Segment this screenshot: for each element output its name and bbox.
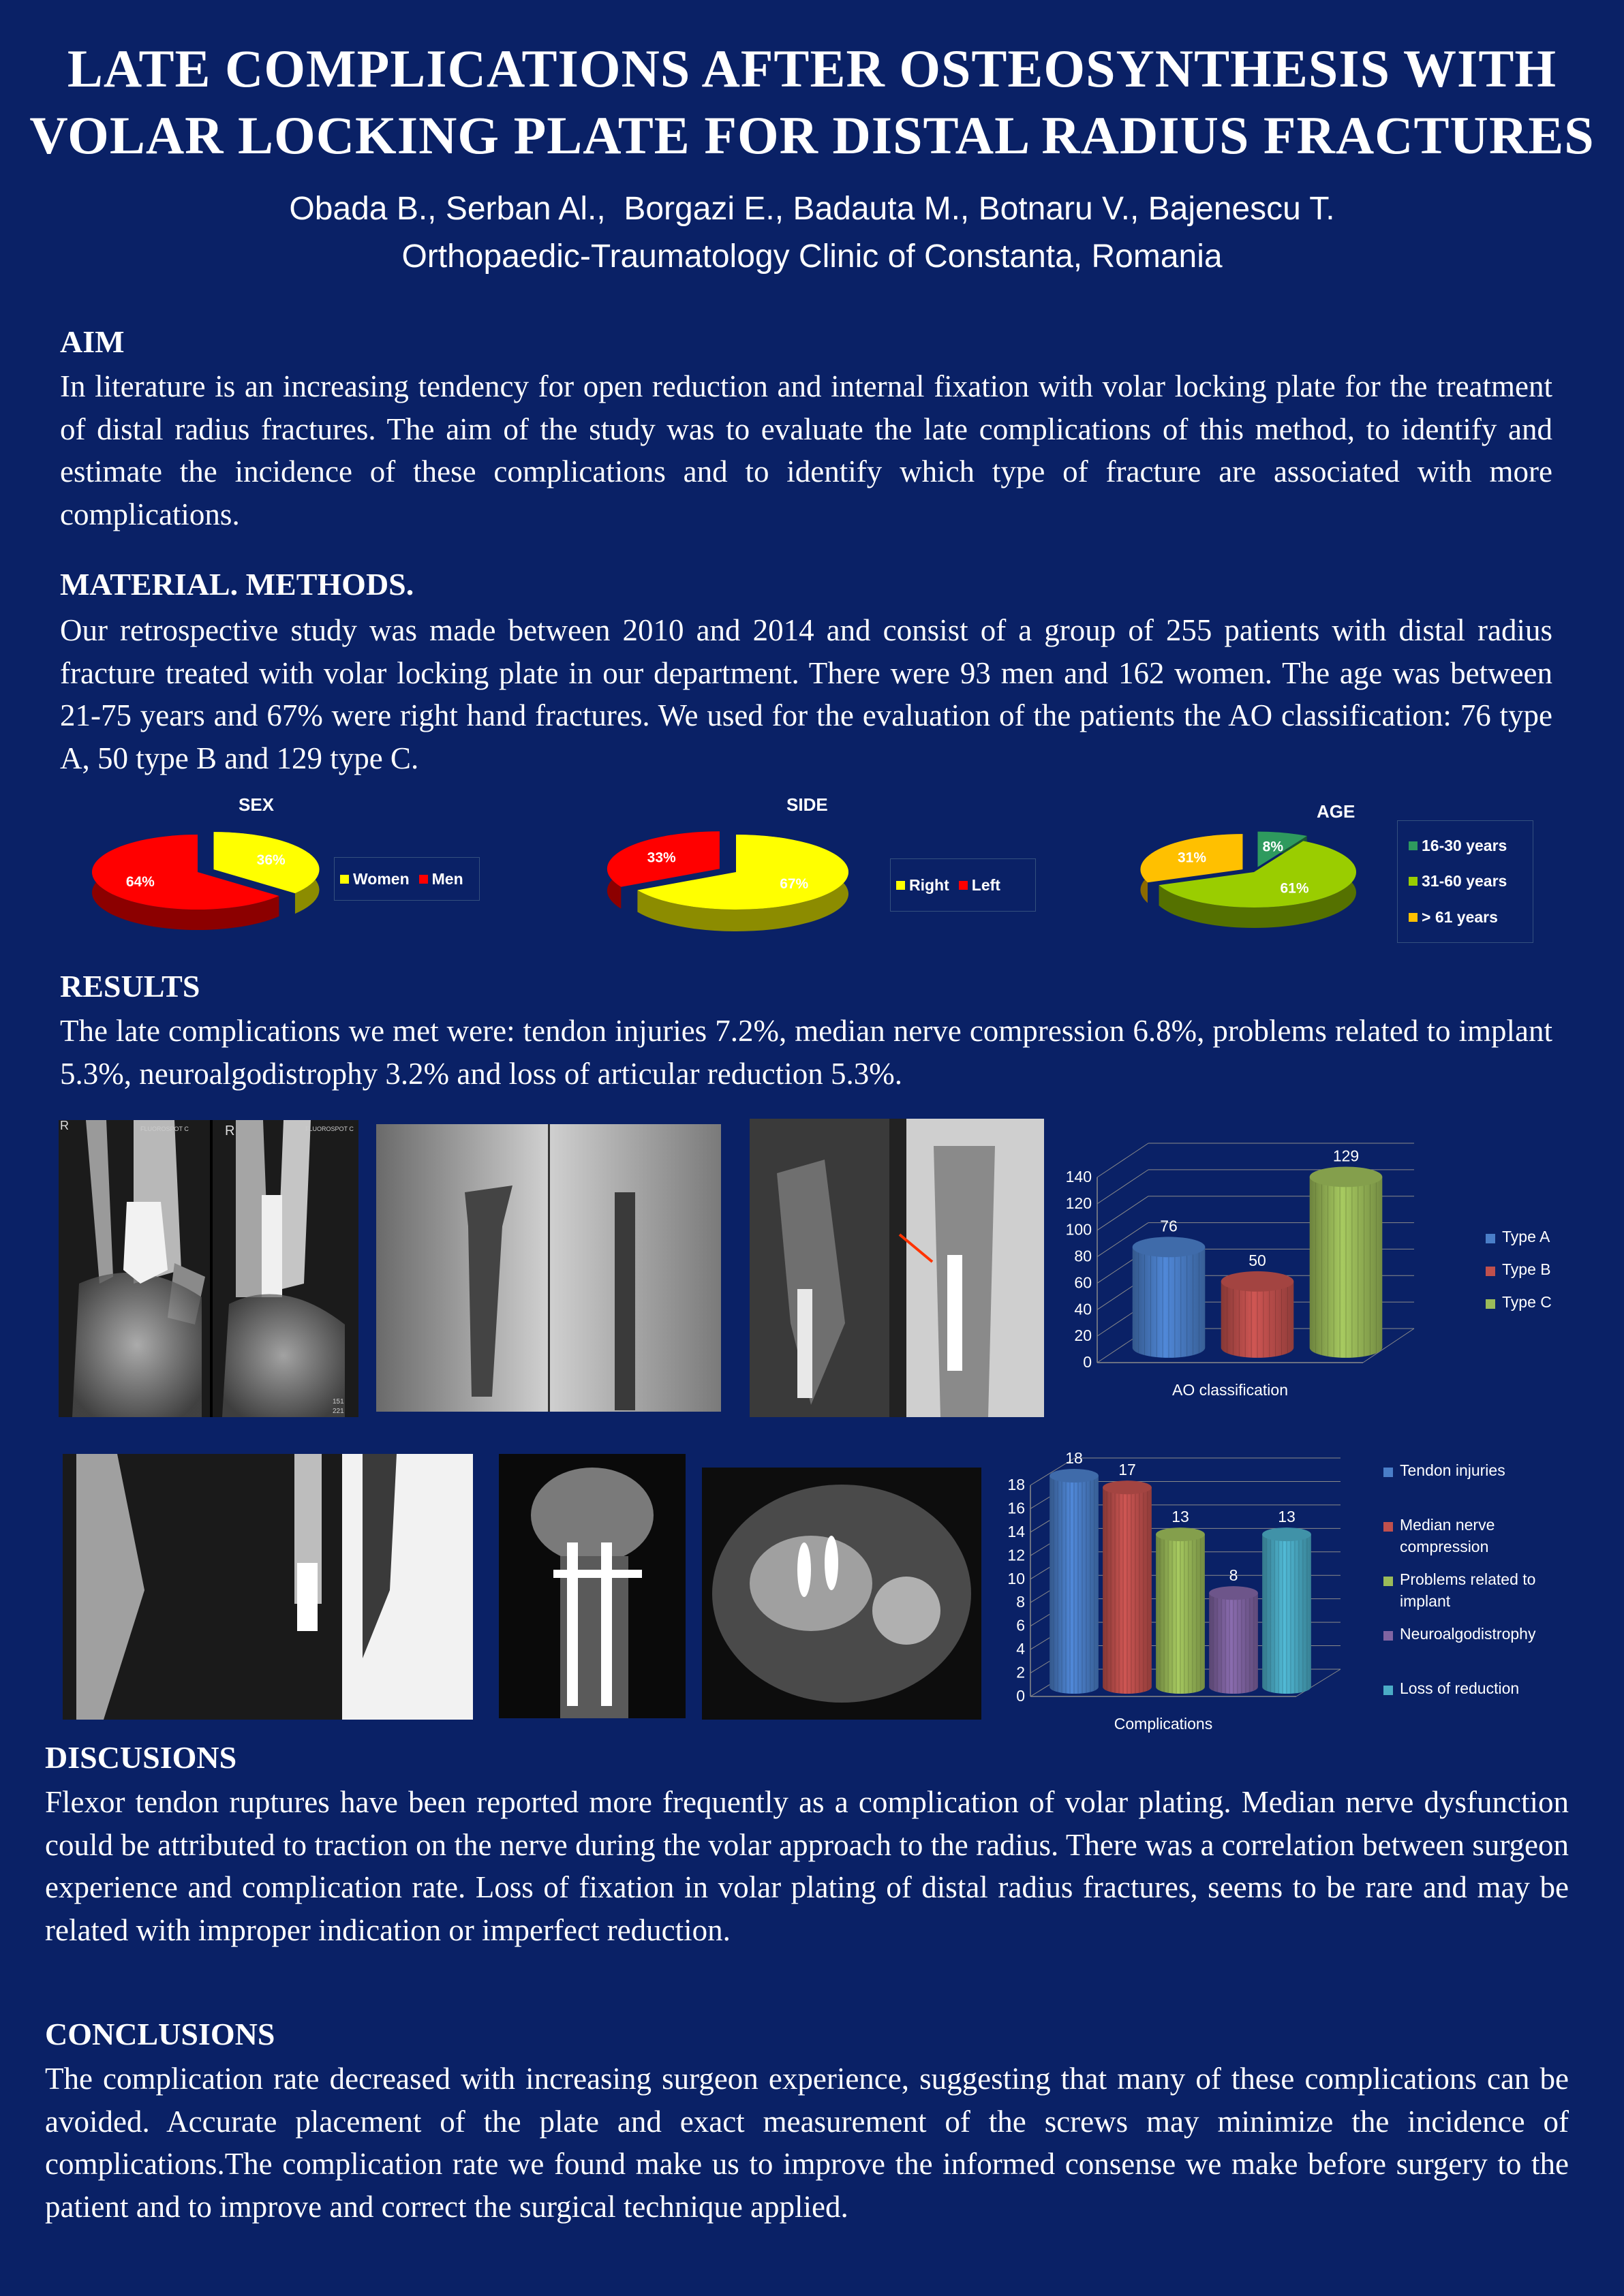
bar-value-label: 13 <box>1278 1508 1296 1526</box>
bar-problems-related-to-implant <box>1156 1508 1205 1694</box>
xray-ap-lateral-plate <box>59 1120 358 1417</box>
legend-swatch <box>1486 1299 1495 1309</box>
legend-item-left <box>959 876 1000 895</box>
pie-svg-age <box>1131 818 1390 940</box>
pie-svg-side <box>600 818 872 940</box>
bar-loss-of-reduction <box>1262 1508 1311 1694</box>
pie-title-age: AGE <box>1317 801 1355 822</box>
y-tick-label: 40 <box>1074 1300 1092 1318</box>
legend-swatch-61plus <box>1409 913 1418 922</box>
pie-svg-sex <box>61 818 320 940</box>
legend-label-women: Women <box>353 869 410 888</box>
xray-fluoro-label-1: FLUOROSPOT C <box>140 1126 189 1132</box>
y-tick-label: 60 <box>1074 1273 1092 1292</box>
bar-cap <box>1103 1480 1152 1494</box>
xray-complication-drawing <box>750 1119 1044 1417</box>
xray-marker-r2: R <box>225 1123 235 1138</box>
xray-plate-fixation <box>376 1124 721 1412</box>
y-tick-label: 100 <box>1065 1220 1092 1239</box>
methods-heading: MATERIAL. METHODS. <box>60 567 414 602</box>
ct-axial-drawing <box>702 1468 981 1720</box>
legend-item <box>1486 1293 1552 1311</box>
pie-data-label: 36% <box>256 852 286 869</box>
bar-type-c <box>1310 1147 1383 1357</box>
legend-swatch <box>1383 1468 1393 1477</box>
legend-sex <box>334 857 480 901</box>
xray-plate-fixation-drawing <box>376 1124 721 1412</box>
bar-median-nerve-compression <box>1103 1461 1152 1694</box>
legend-label: Type B <box>1502 1260 1551 1278</box>
legend-label-61plus: > 61 years <box>1422 908 1498 927</box>
legend-item-16-30 <box>1409 837 1522 855</box>
xray-oblique-views <box>63 1454 473 1720</box>
results-text: The late complications we met were: tendon injuries 7.2%, median nerve compression 6.8%, problems related to implant 5.3%, neuroalgodistrophy 3.2% and loss of articular reduction 5.3%. <box>60 1014 1552 1091</box>
legend-label-men: Men <box>431 869 463 888</box>
results-heading: RESULTS <box>60 969 200 1004</box>
y-tick-label: 120 <box>1065 1194 1092 1212</box>
legend-swatch <box>1383 1577 1393 1586</box>
ct-axial <box>702 1468 981 1720</box>
y-tick-label: 16 <box>1007 1499 1025 1517</box>
aim-text: In literature is an increasing tendency for open reduction and internal fixation with volar locking plate for the treatment of distal radius fractures. The aim of the study was to evaluate the late complications of this method, to identify and estimate the incidence of these complications and to identify which type of fracture are associated with more complications. <box>60 369 1552 531</box>
bar-value-label: 8 <box>1229 1566 1238 1585</box>
legend-label: Type A <box>1502 1228 1550 1245</box>
bar-type-b <box>1221 1252 1294 1358</box>
legend-swatch <box>1486 1267 1495 1276</box>
y-tick-label: 4 <box>1016 1640 1025 1658</box>
legend-swatch-left <box>959 881 968 890</box>
pie-title-sex: SEX <box>239 794 275 815</box>
conclusions-text: The complication rate decreased with increasing surgeon experience, suggesting that many of these complications can be avoided. Accurate placement of the plate and exact measurement of the screws may minimize the incidence of complications.The complication rate we found make us to improve the informed consense we make before surgery to the patient and to improve and correct the surgical technique applied. <box>45 2062 1569 2224</box>
xray-ap-lateral-drawing <box>59 1120 358 1417</box>
legend-swatch-right <box>896 881 905 890</box>
legend-swatch-women <box>340 875 349 884</box>
y-tick-label: 140 <box>1065 1168 1092 1185</box>
bar-value-label: 18 <box>1065 1448 1083 1467</box>
legend-label: Neuroalgodistrophy <box>1400 1625 1536 1643</box>
bar-neuroalgodistrophy <box>1209 1566 1258 1694</box>
legend-item <box>1383 1625 1536 1643</box>
title-line-2: VOLAR LOCKING PLATE FOR DISTAL RADIUS FRACTURES <box>29 106 1595 165</box>
title-line-1: LATE COMPLICATIONS AFTER OSTEOSYNTHESIS WITH <box>67 39 1557 98</box>
y-tick-label: 18 <box>1007 1476 1025 1493</box>
grid-depth-line <box>1097 1143 1148 1177</box>
bar-cap <box>1310 1166 1383 1187</box>
legend-item <box>1486 1260 1551 1278</box>
pie-data-label: 64% <box>125 874 155 890</box>
legend-item <box>1486 1228 1550 1245</box>
legend-swatch <box>1383 1522 1393 1532</box>
discussions-heading: DISCUSIONS <box>45 1740 237 1775</box>
y-tick-label: 2 <box>1016 1663 1025 1681</box>
legend-label: Type C <box>1502 1293 1552 1311</box>
y-tick-label: 0 <box>1016 1687 1025 1705</box>
pie-title-side: SIDE <box>786 794 828 815</box>
grid-depth-line <box>1097 1196 1148 1230</box>
methods-text: Our retrospective study was made between 2010 and 2014 and consist of a group of 255 patients with distal radius fracture treated with volar locking plate in our department. There were 93 men and 162 women. The age was between 21-75 years and 67% were right hand fractures. We used for the evaluation of the patients the AO classification: 76 type A, 50 type B and 129 type C. <box>60 613 1552 775</box>
ct-coronal <box>499 1454 686 1718</box>
legend-label: Median nerve <box>1400 1516 1495 1534</box>
legend-item-61plus <box>1409 908 1522 927</box>
bar-value-label: 17 <box>1118 1461 1136 1479</box>
legend-label: Loss of reduction <box>1400 1679 1520 1697</box>
pie-data-label: 33% <box>647 850 676 866</box>
bar-value-label: 13 <box>1171 1508 1189 1526</box>
y-tick-label: 80 <box>1074 1247 1092 1265</box>
y-tick-label: 14 <box>1007 1522 1025 1540</box>
bar-cap <box>1221 1271 1294 1292</box>
y-tick-label: 10 <box>1007 1569 1025 1587</box>
legend-label-left: Left <box>971 875 1000 894</box>
conclusions-heading: CONCLUSIONS <box>45 2017 275 2051</box>
legend-item <box>1383 1461 1505 1479</box>
aim-heading: AIM <box>60 324 125 359</box>
xray-fluoro-label-2: FLUOROSPOT C <box>305 1126 354 1132</box>
y-tick-label: 8 <box>1016 1593 1025 1611</box>
bar-cap <box>1133 1237 1206 1257</box>
legend-swatch <box>1486 1234 1495 1243</box>
xray-marker-r1: R <box>60 1120 69 1132</box>
legend-item <box>1383 1570 1535 1610</box>
y-tick-label: 20 <box>1074 1327 1092 1345</box>
bar-cap <box>1156 1527 1205 1541</box>
legend-label-16-30: 16-30 years <box>1422 836 1507 854</box>
discussions-text: Flexor tendon ruptures have been reported more frequently as a complication of volar plating. Median nerve dysfunction could be attributed to traction on the nerve during the volar approach to the radius. There was a correlation between surgeon experience and complication rate. Loss of fixation in volar plating of distal radius fractures, seems to be rare and may be related with improper indication or imperfect reduction. <box>45 1785 1569 1947</box>
bar-chart-complications <box>988 1444 1554 1741</box>
legend-swatch-31-60 <box>1409 877 1418 886</box>
bar-value-label: 129 <box>1332 1147 1360 1165</box>
pie-data-label: 8% <box>1262 839 1284 855</box>
bar-value-label: 50 <box>1248 1251 1266 1269</box>
x-axis-label: Complications <box>1114 1715 1213 1733</box>
xray-oblique-drawing <box>63 1454 473 1720</box>
authors: Obada B., Serban Al., Borgazi E., Badauta M., Botnaru V., Bajenescu T. <box>289 191 1335 227</box>
bar-cap <box>1262 1527 1311 1541</box>
xray-plate-lateral <box>615 1192 635 1410</box>
pie-data-label: 67% <box>780 875 809 892</box>
legend-side <box>890 858 1036 912</box>
legend-swatch <box>1383 1686 1393 1695</box>
legend-label: Problems related to <box>1400 1570 1536 1588</box>
legend-label: Tendon injuries <box>1400 1461 1505 1479</box>
y-tick-label: 6 <box>1016 1616 1025 1634</box>
bar-type-a <box>1133 1217 1206 1358</box>
bar-value-label: 76 <box>1160 1217 1178 1235</box>
legend-age <box>1397 820 1533 943</box>
legend-swatch-men <box>419 875 428 884</box>
bar-cap <box>1209 1586 1258 1600</box>
legend-swatch-16-30 <box>1409 841 1418 850</box>
legend-item <box>1383 1679 1519 1697</box>
pie-data-label: 31% <box>1178 850 1207 866</box>
legend-item <box>1383 1516 1495 1555</box>
legend-label-right: Right <box>909 875 949 894</box>
legend-label: compression <box>1400 1538 1489 1555</box>
legend-label: implant <box>1400 1592 1451 1610</box>
bar-chart-ao-classification <box>1050 1134 1567 1417</box>
legend-swatch <box>1383 1631 1393 1641</box>
legend-item-men <box>419 870 463 888</box>
bar-cap <box>1050 1469 1099 1483</box>
bar-tendon-injuries <box>1050 1449 1099 1694</box>
legend-item-women <box>340 870 410 888</box>
poster-title <box>0 35 1624 169</box>
author-block <box>0 185 1624 281</box>
xray-corner-number-2: 221 <box>333 1408 344 1415</box>
y-tick-label: 12 <box>1007 1546 1025 1564</box>
legend-item-31-60 <box>1409 872 1522 890</box>
legend-item-right <box>896 876 949 895</box>
grid-depth-line <box>1097 1170 1148 1204</box>
xray-plate-shape <box>123 1202 168 1284</box>
affiliation: Orthopaedic-Traumatology Clinic of Constanta, Romania <box>401 238 1223 275</box>
xray-corner-number-1: 151 <box>333 1398 344 1406</box>
y-tick-label: 0 <box>1083 1353 1092 1371</box>
pie-data-label: 61% <box>1280 880 1309 897</box>
legend-label-31-60: 31-60 years <box>1422 872 1507 890</box>
ct-coronal-drawing <box>499 1454 686 1718</box>
xray-complication-case <box>750 1119 1044 1417</box>
x-axis-label: AO classification <box>1171 1381 1289 1399</box>
